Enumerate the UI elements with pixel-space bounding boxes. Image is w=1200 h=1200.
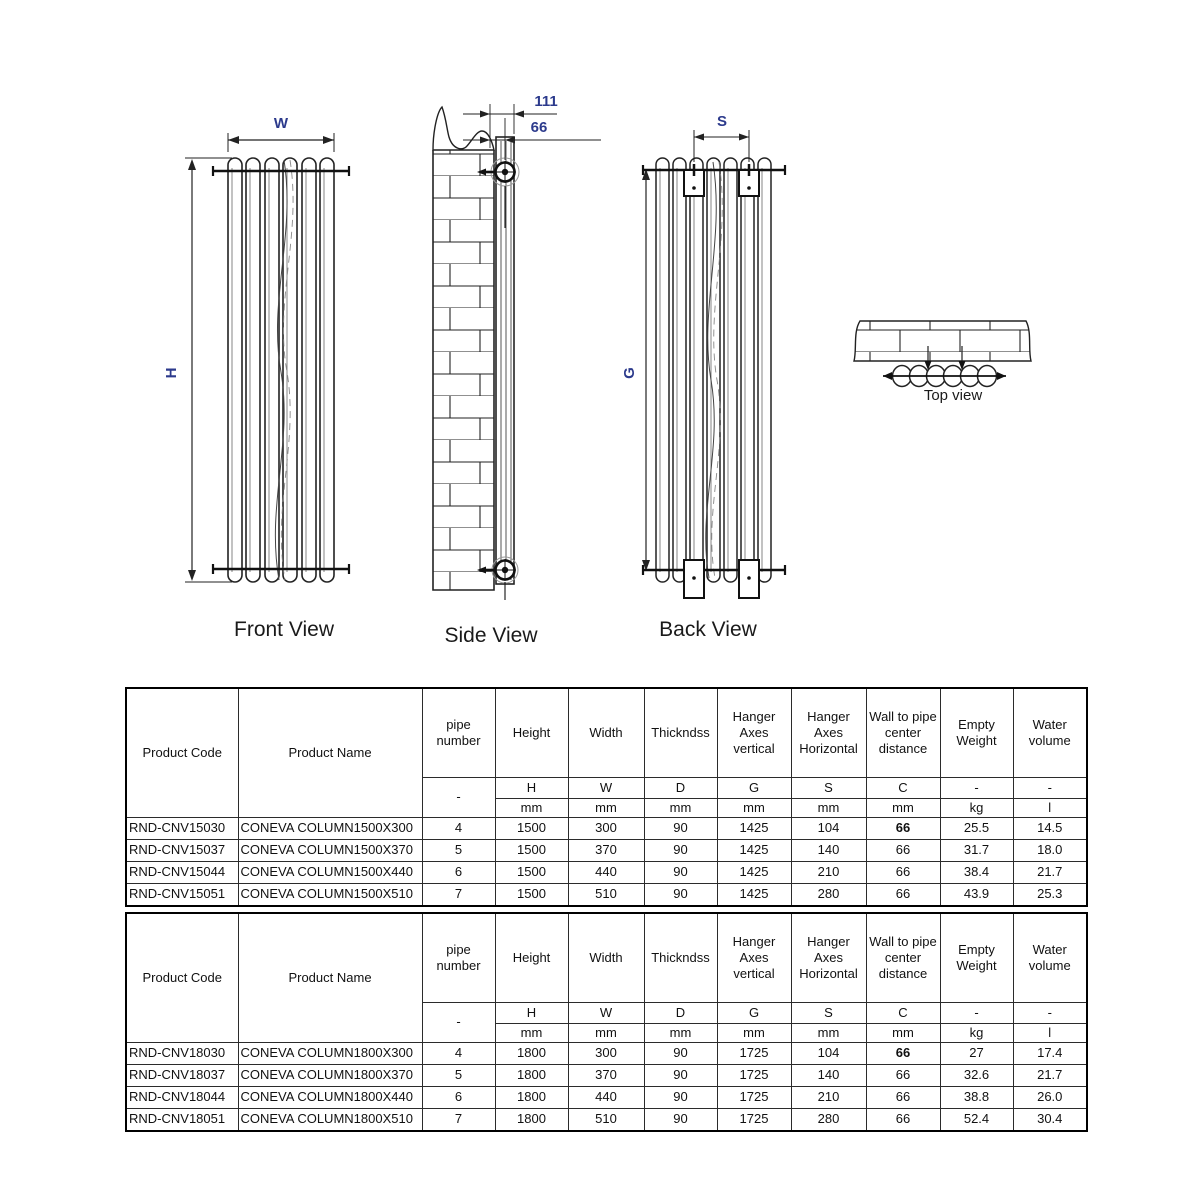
cell: 280 [791,884,866,907]
cell: 90 [644,884,717,907]
unit-c: mm [866,1024,940,1043]
table-row [126,818,1087,840]
cell-product-code: RND-CNV18044 [126,1087,238,1109]
symbol-h: H [495,1003,568,1024]
cell: 38.8 [940,1087,1013,1109]
cell-product-name: CONEVA COLUMN1500X440 [238,862,422,884]
cell: 26.0 [1013,1087,1087,1109]
cell: 32.6 [940,1065,1013,1087]
cell: 66 [866,1109,940,1132]
back-s-dimension-label: S [716,113,728,130]
cell: 370 [568,1065,644,1087]
cell: 280 [791,1109,866,1132]
cell: 4 [422,818,495,840]
front-radiator-tubes [228,158,334,582]
back-view-label: Back View [659,618,757,641]
cell-product-name: CONEVA COLUMN1500X370 [238,840,422,862]
cell: 21.7 [1013,862,1087,884]
cell: 1425 [717,840,791,862]
cell: 90 [644,840,717,862]
side-view-label: Side View [444,624,538,647]
unit-w: mm [568,1024,644,1043]
header-row [126,688,1087,778]
unit-d: mm [644,1024,717,1043]
cell: 25.3 [1013,884,1087,907]
header-hanger-horizontal: Hanger Axes Horizontal [791,913,866,1003]
cell: 14.5 [1013,818,1087,840]
table-row [126,1087,1087,1109]
cell: 1725 [717,1109,791,1132]
symbol-c: C [866,778,940,799]
cell: 4 [422,1043,495,1065]
cell: 510 [568,884,644,907]
table-row [126,840,1087,862]
symbol-s: S [791,1003,866,1024]
cell: 440 [568,862,644,884]
symbol-wv: - [1013,778,1087,799]
header-empty-weight: Empty Weight [940,913,1013,1003]
cell-product-code: RND-CNV18030 [126,1043,238,1065]
symbol-pipe: - [422,778,495,818]
unit-c: mm [866,799,940,818]
symbol-ew: - [940,778,1013,799]
cell: 1425 [717,862,791,884]
table-row [126,1109,1087,1132]
cell: 1500 [495,884,568,907]
header-hanger-vertical: Hanger Axes vertical [717,688,791,778]
cell-product-code: RND-CNV15030 [126,818,238,840]
symbol-pipe: - [422,1003,495,1043]
cell: 6 [422,862,495,884]
unit-s: mm [791,799,866,818]
front-w-dimension-label: W [273,115,289,132]
table-row [126,1043,1087,1065]
unit-h: mm [495,1024,568,1043]
cell: 210 [791,1087,866,1109]
symbol-s: S [791,778,866,799]
cell-product-name: CONEVA COLUMN1800X510 [238,1109,422,1132]
spec-tables [125,687,1087,1132]
cell: 66 [866,1087,940,1109]
front-h-dimension-label: H [163,367,180,379]
cell: 18.0 [1013,840,1087,862]
header-thickness: Thickndss [644,913,717,1003]
cell-product-name: CONEVA COLUMN1800X370 [238,1065,422,1087]
header-thickness: Thickndss [644,688,717,778]
back-g-dimension-label: G [621,367,638,379]
front-view-drawing [163,115,349,582]
cell: 1425 [717,884,791,907]
cell: 90 [644,1109,717,1132]
cell: 31.7 [940,840,1013,862]
header-water-volume: Water volume [1013,913,1087,1003]
table-row [126,862,1087,884]
cell: 5 [422,1065,495,1087]
table-row [126,884,1087,907]
header-wall-to-pipe: Wall to pipe center distance [866,688,940,778]
cell: 66 [866,840,940,862]
header-width: Width [568,688,644,778]
symbol-w: W [568,1003,644,1024]
unit-kg: kg [940,1024,1013,1043]
cell: 7 [422,884,495,907]
header-pipe-number: pipe number [422,688,495,778]
header-row [126,913,1087,1003]
cell: 90 [644,1065,717,1087]
unit-l: l [1013,799,1087,818]
symbol-wv: - [1013,1003,1087,1024]
cell: 140 [791,840,866,862]
header-product-code: Product Code [126,688,238,818]
cell: 66 [866,1043,940,1065]
cell: 300 [568,1043,644,1065]
cell: 300 [568,818,644,840]
cell: 52.4 [940,1109,1013,1132]
cell: 1800 [495,1087,568,1109]
cell: 1800 [495,1065,568,1087]
cell-product-code: RND-CNV15051 [126,884,238,907]
cell: 510 [568,1109,644,1132]
unit-kg: kg [940,799,1013,818]
cell: 1425 [717,818,791,840]
cell: 5 [422,840,495,862]
unit-d: mm [644,799,717,818]
cell: 1800 [495,1109,568,1132]
top-wall-bricks [854,321,1031,361]
cell: 210 [791,862,866,884]
symbol-g: G [717,1003,791,1024]
unit-s: mm [791,1024,866,1043]
header-product-name: Product Name [238,913,422,1043]
cell: 1500 [495,840,568,862]
cell: 25.5 [940,818,1013,840]
cell: 66 [866,1065,940,1087]
cell: 440 [568,1087,644,1109]
cell: 1725 [717,1087,791,1109]
cell: 66 [866,862,940,884]
cell: 66 [866,818,940,840]
symbol-ew: - [940,1003,1013,1024]
cell: 90 [644,862,717,884]
cell: 30.4 [1013,1109,1087,1132]
unit-l: l [1013,1024,1087,1043]
cell-product-name: CONEVA COLUMN1800X440 [238,1087,422,1109]
front-view-label: Front View [234,618,334,641]
cell: 1500 [495,862,568,884]
cell: 140 [791,1065,866,1087]
symbol-w: W [568,778,644,799]
cell: 104 [791,1043,866,1065]
header-product-code: Product Code [126,913,238,1043]
unit-g: mm [717,1024,791,1043]
symbol-c: C [866,1003,940,1024]
cell-product-name: CONEVA COLUMN1500X300 [238,818,422,840]
header-hanger-vertical: Hanger Axes vertical [717,913,791,1003]
top-view-drawing [854,321,1031,387]
header-width: Width [568,913,644,1003]
cell: 27 [940,1043,1013,1065]
cell-product-code: RND-CNV18051 [126,1109,238,1132]
cell: 66 [866,884,940,907]
cell: 38.4 [940,862,1013,884]
table-row [126,1065,1087,1087]
back-radiator-tubes [656,158,771,582]
cell: 370 [568,840,644,862]
symbol-d: D [644,778,717,799]
header-product-name: Product Name [238,688,422,818]
cell-product-code: RND-CNV15044 [126,862,238,884]
header-hanger-horizontal: Hanger Axes Horizontal [791,688,866,778]
side-wall-bricks [433,150,494,590]
cell: 21.7 [1013,1065,1087,1087]
cell: 90 [644,1043,717,1065]
cell-product-code: RND-CNV18037 [126,1065,238,1087]
cell-product-name: CONEVA COLUMN1500X510 [238,884,422,907]
unit-g: mm [717,799,791,818]
unit-w: mm [568,799,644,818]
cell: 90 [644,1087,717,1109]
header-empty-weight: Empty Weight [940,688,1013,778]
cell: 17.4 [1013,1043,1087,1065]
unit-h: mm [495,799,568,818]
cell: 1500 [495,818,568,840]
side-dim-66-label: 66 [530,119,548,136]
cell-product-code: RND-CNV15037 [126,840,238,862]
side-view-drawing [433,93,601,600]
symbol-g: G [717,778,791,799]
header-pipe-number: pipe number [422,913,495,1003]
header-wall-to-pipe: Wall to pipe center distance [866,913,940,1003]
symbol-h: H [495,778,568,799]
back-view-drawing [621,113,785,598]
cell: 104 [791,818,866,840]
spec-table-1500 [125,687,1088,907]
cell: 7 [422,1109,495,1132]
cell: 90 [644,818,717,840]
cell: 43.9 [940,884,1013,907]
top-view-label: Top view [923,387,983,404]
header-height: Height [495,913,568,1003]
header-height: Height [495,688,568,778]
symbol-d: D [644,1003,717,1024]
cell-product-name: CONEVA COLUMN1800X300 [238,1043,422,1065]
side-dim-111-label: 111 [534,93,558,110]
cell: 1725 [717,1065,791,1087]
cell: 1800 [495,1043,568,1065]
header-water-volume: Water volume [1013,688,1087,778]
spec-table-1800 [125,912,1088,1132]
cell: 1725 [717,1043,791,1065]
cell: 6 [422,1087,495,1109]
